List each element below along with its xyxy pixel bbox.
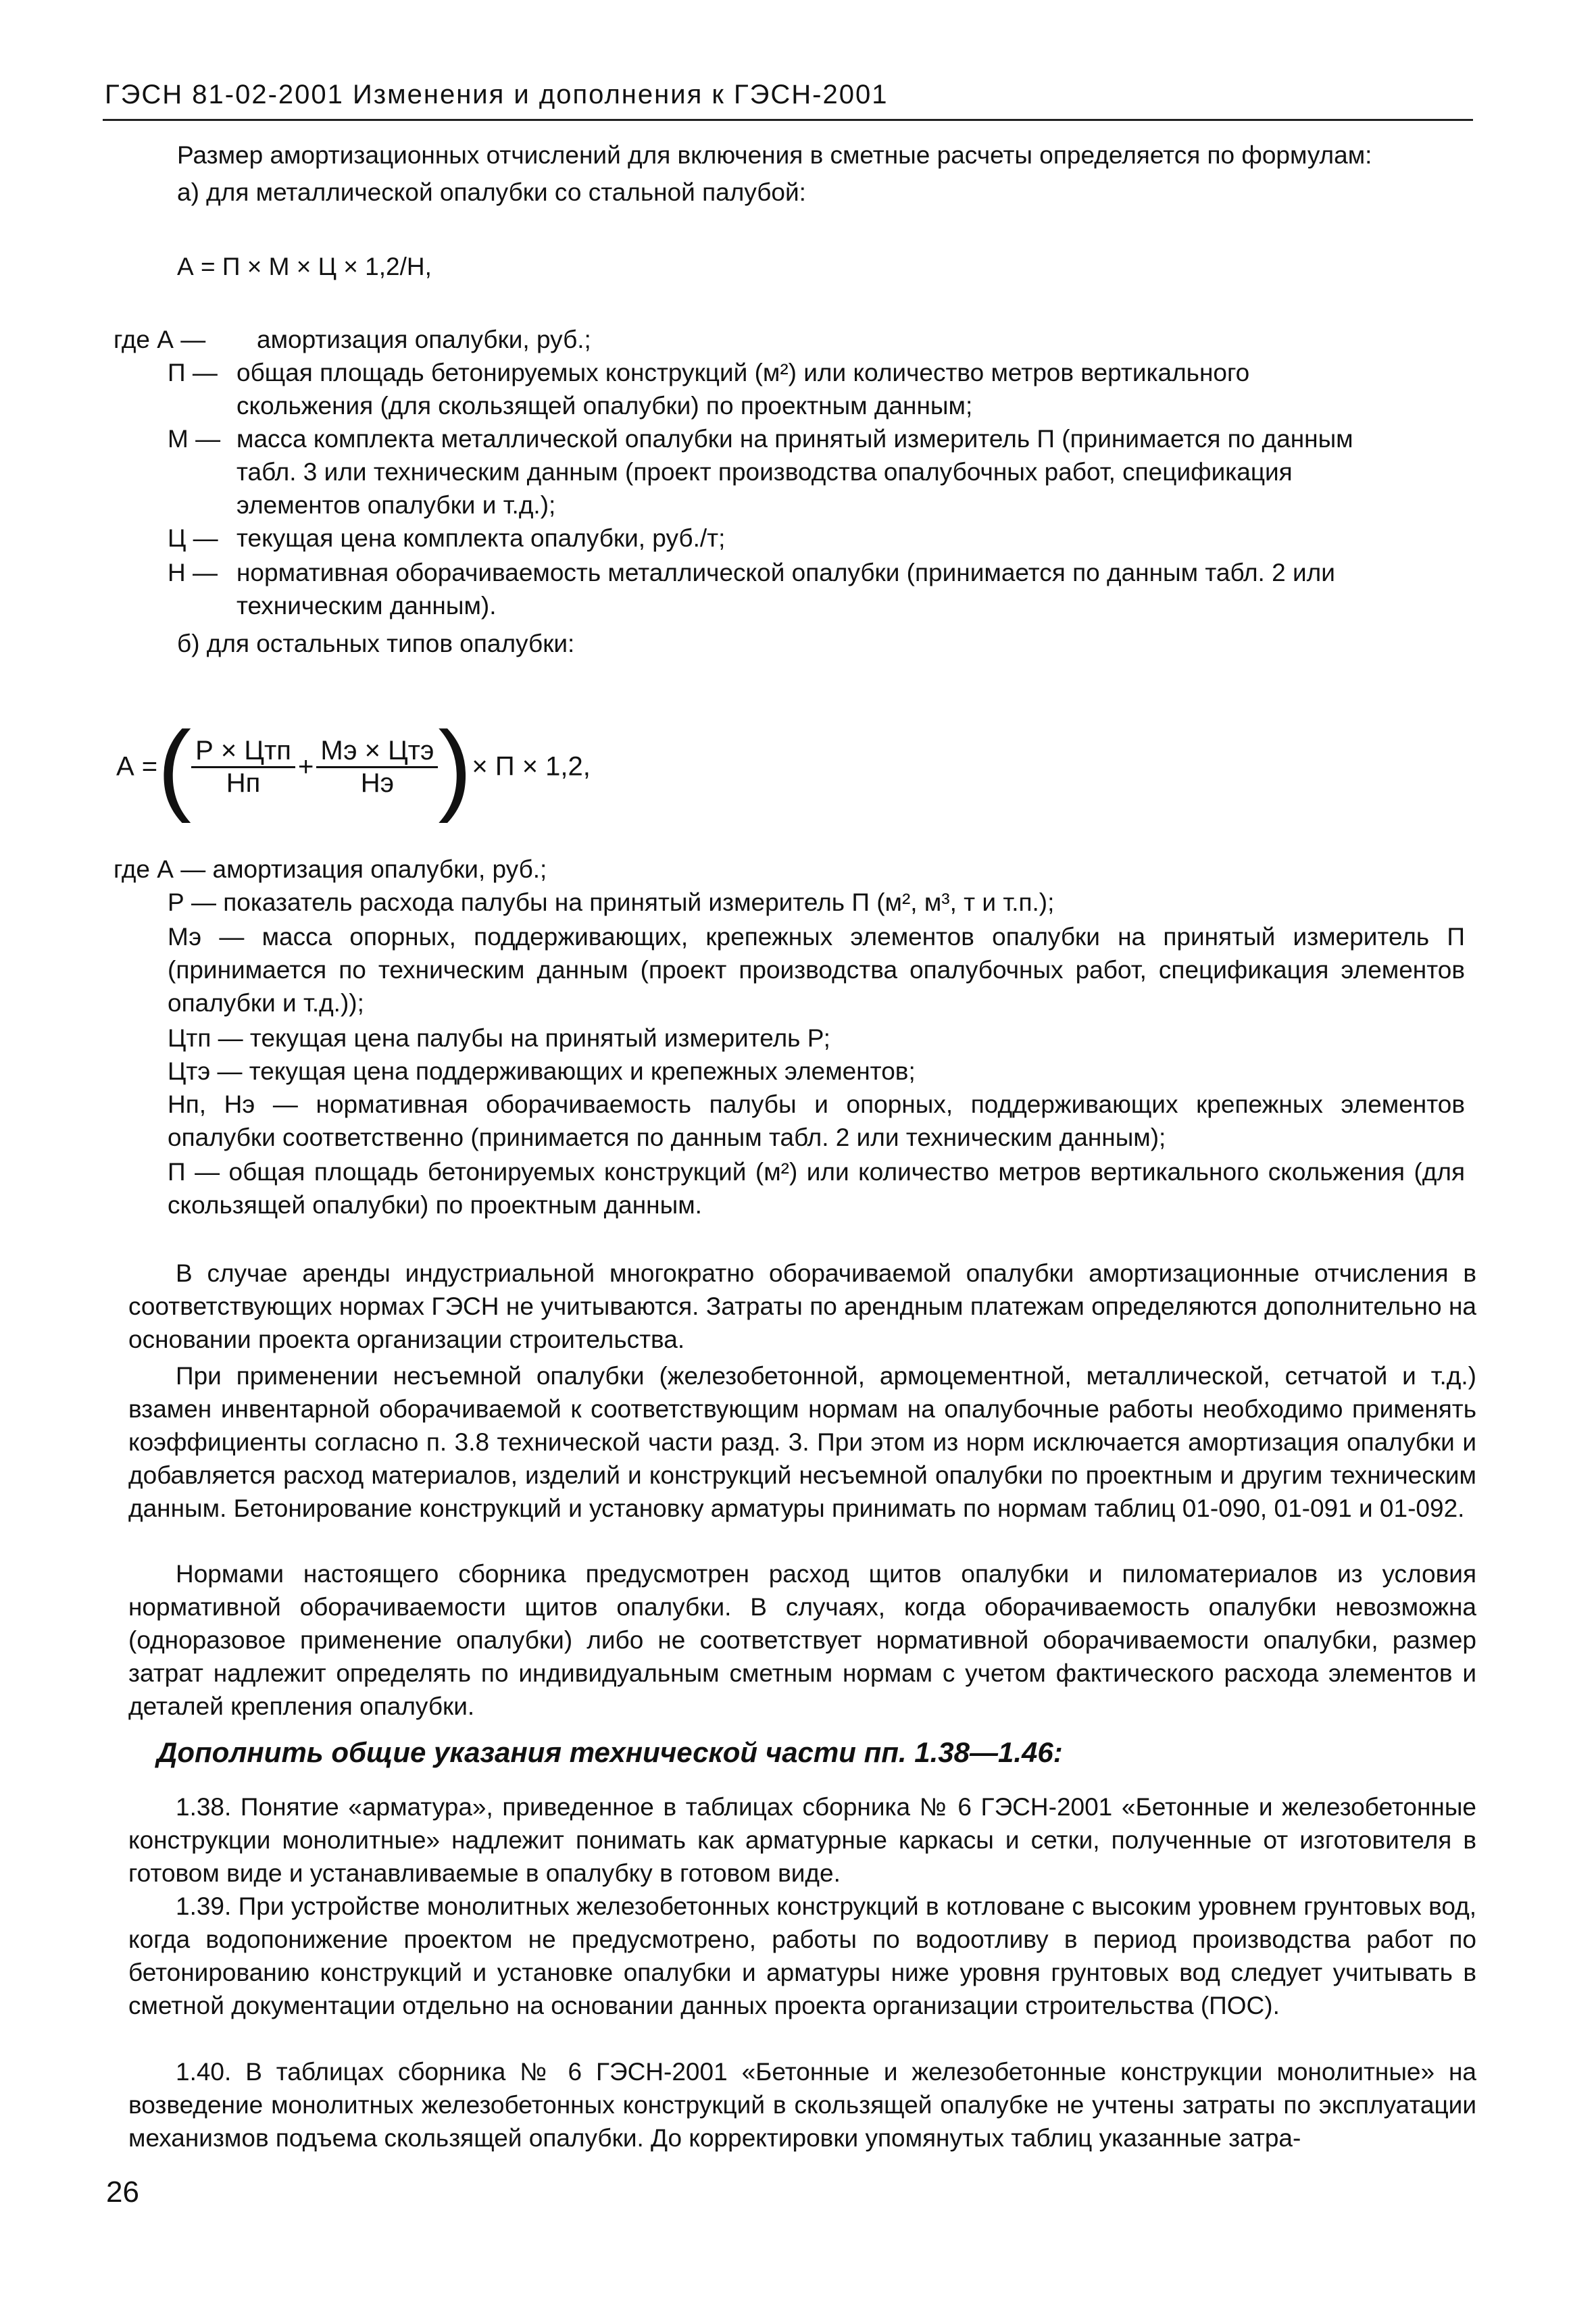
- header-rule: [103, 119, 1473, 121]
- paragraph-3: Нормами настоящего сборника предусмотрен расход щитов опалубки и пиломатериалов из условия нормативной оборачиваемости щитов опалубки. В случаях, когда оборачиваемость опалубки невозможна (одноразовое применение опалубки) либо не соответствует нормативной оборачиваемости опалубки, размер затрат надлежит определять по индивидуальным сметным нормам с учетом фактического расхода элементов и деталей крепления опалубки.: [128, 1560, 1476, 1720]
- intro-line-2: а) для металлической опалубки со стальной палубой:: [177, 178, 806, 206]
- formula-b: [116, 710, 591, 824]
- paragraph-2: При применении несъемной опалубки (железобетонной, армоцементной, металлической, сетчатой и т.д.) взамен инвентарной оборачиваемой к соответствующим нормам на опалубочные работы необходимо применять коэффициенты согласно п. 3.8 технической части разд. 3. При этом из норм исключается амортизация опалубки и добавляется расход материалов, изделий и конструкций несъемной опалубки по проектным и другим техническим данным. Бетонирование конструкций и установку арматуры принимать по нормам таблиц 01-090, 01-091 и 01-092.: [128, 1362, 1476, 1522]
- def-a-0-sym: где А —: [114, 326, 206, 353]
- fraction-2: [316, 736, 438, 799]
- formula-b-plus: +: [297, 751, 314, 782]
- paragraph-1: В случае аренды индустриальной многократно оборачиваемой опалубки амортизационные отчисления в соответствующих нормах ГЭСН не учитываются. Затраты по арендным платежам определяются дополнительно на основании проекта организации строительства.: [128, 1259, 1476, 1353]
- def-a-2-sym: М —: [168, 425, 221, 453]
- item-1-40: 1.40. В таблицах сборника № 6 ГЭСН-2001 «Бетонные и железобетонные конструкции монолитные» на возведение монолитных железобетонных конструкций в скользящей опалубке не учтены затраты по эксплуатации механизмов подъема скользящей опалубки. До корректировки упомянутых таблиц указанные затра-: [128, 2058, 1476, 2152]
- def-a-4-text: нормативная оборачиваемость металлической опалубки (принимается по данным табл. 2 или техническим данным).: [236, 559, 1335, 620]
- def-b-0: где А — амортизация опалубки, руб.;: [114, 855, 547, 883]
- fraction-1-den: Нп: [226, 768, 261, 798]
- right-paren: ): [438, 710, 472, 824]
- def-a-1-text: общая площадь бетонируемых конструкций (м²) или количество метров вертикального скольжения (для скользящей опалубки) по проектным данным;: [236, 359, 1250, 420]
- formula-b-tail: × П × 1,2,: [472, 751, 591, 782]
- item-1-38: 1.38. Понятие «арматура», приведенное в таблицах сборника № 6 ГЭСН-2001 «Бетонные и железобетонные конструкции монолитные» надлежит понимать как арматурные каркасы и сетки, полученные от изготовителя в готовом виде и устанавливаемые в опалубку в готовом виде.: [128, 1793, 1476, 1887]
- section-heading: Дополнить общие указания технической части пп. 1.38—1.46:: [157, 1736, 1063, 1768]
- def-a-4-sym: Н —: [168, 559, 218, 586]
- def-b-2: Мэ — масса опорных, поддерживающих, крепежных элементов опалубки на принятый измеритель П (принимается по техническим данным (проект производства опалубочных работ, спецификация элементов опалубки и т.д.));: [168, 923, 1465, 1017]
- def-b-1: Р — показатель расхода палубы на принятый измеритель П (м², м³, т и т.п.);: [168, 888, 1055, 916]
- left-paren: (: [157, 710, 192, 824]
- def-b-3: Цтп — текущая цена палубы на принятый измеритель Р;: [168, 1024, 830, 1052]
- page-number: 26: [106, 2175, 139, 2209]
- fraction-1-num: Р × Цтп: [191, 736, 295, 768]
- def-a-3-sym: Ц —: [168, 524, 218, 552]
- fraction-2-num: Мэ × Цтэ: [316, 736, 438, 768]
- def-b-4: Цтэ — текущая цена поддерживающих и крепежных элементов;: [168, 1057, 916, 1085]
- fraction-2-den: Нэ: [360, 768, 394, 798]
- item-1-39: 1.39. При устройстве монолитных железобетонных конструкций в котловане с высоким уровнем грунтовых вод, когда водопонижение проектом не предусмотрено, работы по водоотливу в период производства работ по бетонированию конструкций и установке опалубки и арматуры ниже уровня грунтовых вод следует учитывать в сметной документации отдельно на основании данных проекта организации строительства (ПОС).: [128, 1892, 1476, 2019]
- def-a-3-text: текущая цена комплекта опалубки, руб./т;: [236, 524, 726, 552]
- def-a-0-text: амортизация опалубки, руб.;: [257, 326, 591, 353]
- formula-b-lhs: А =: [116, 751, 158, 782]
- running-header: ГЭСН 81-02-2001 Изменения и дополнения к ГЭСН-2001: [105, 80, 889, 109]
- def-b-5: Нп, Нэ — нормативная оборачиваемость палубы и опорных, поддерживающих крепежных элементов опалубки соответственно (принимается по данным табл. 2 или техническим данным);: [168, 1090, 1465, 1151]
- formula-a: А = П × М × Ц × 1,2/Н,: [177, 253, 432, 280]
- line-b: б) для остальных типов опалубки:: [177, 630, 575, 657]
- fraction-1: [191, 736, 295, 799]
- def-b-6: П — общая площадь бетонируемых конструкций (м²) или количество метров вертикального скольжения (для скользящей опалубки) по проектным данным.: [168, 1158, 1465, 1219]
- intro-line-1: Размер амортизационных отчислений для включения в сметные расчеты определяется по формулам:: [177, 141, 1372, 169]
- def-a-2-text: масса комплекта металлической опалубки на принятый измеритель П (принимается по данным табл. 3 или техническим данным (проект производства опалубочных работ, спецификация элементов опалубки и т.д.);: [236, 425, 1353, 519]
- def-a-1-sym: П —: [168, 359, 218, 386]
